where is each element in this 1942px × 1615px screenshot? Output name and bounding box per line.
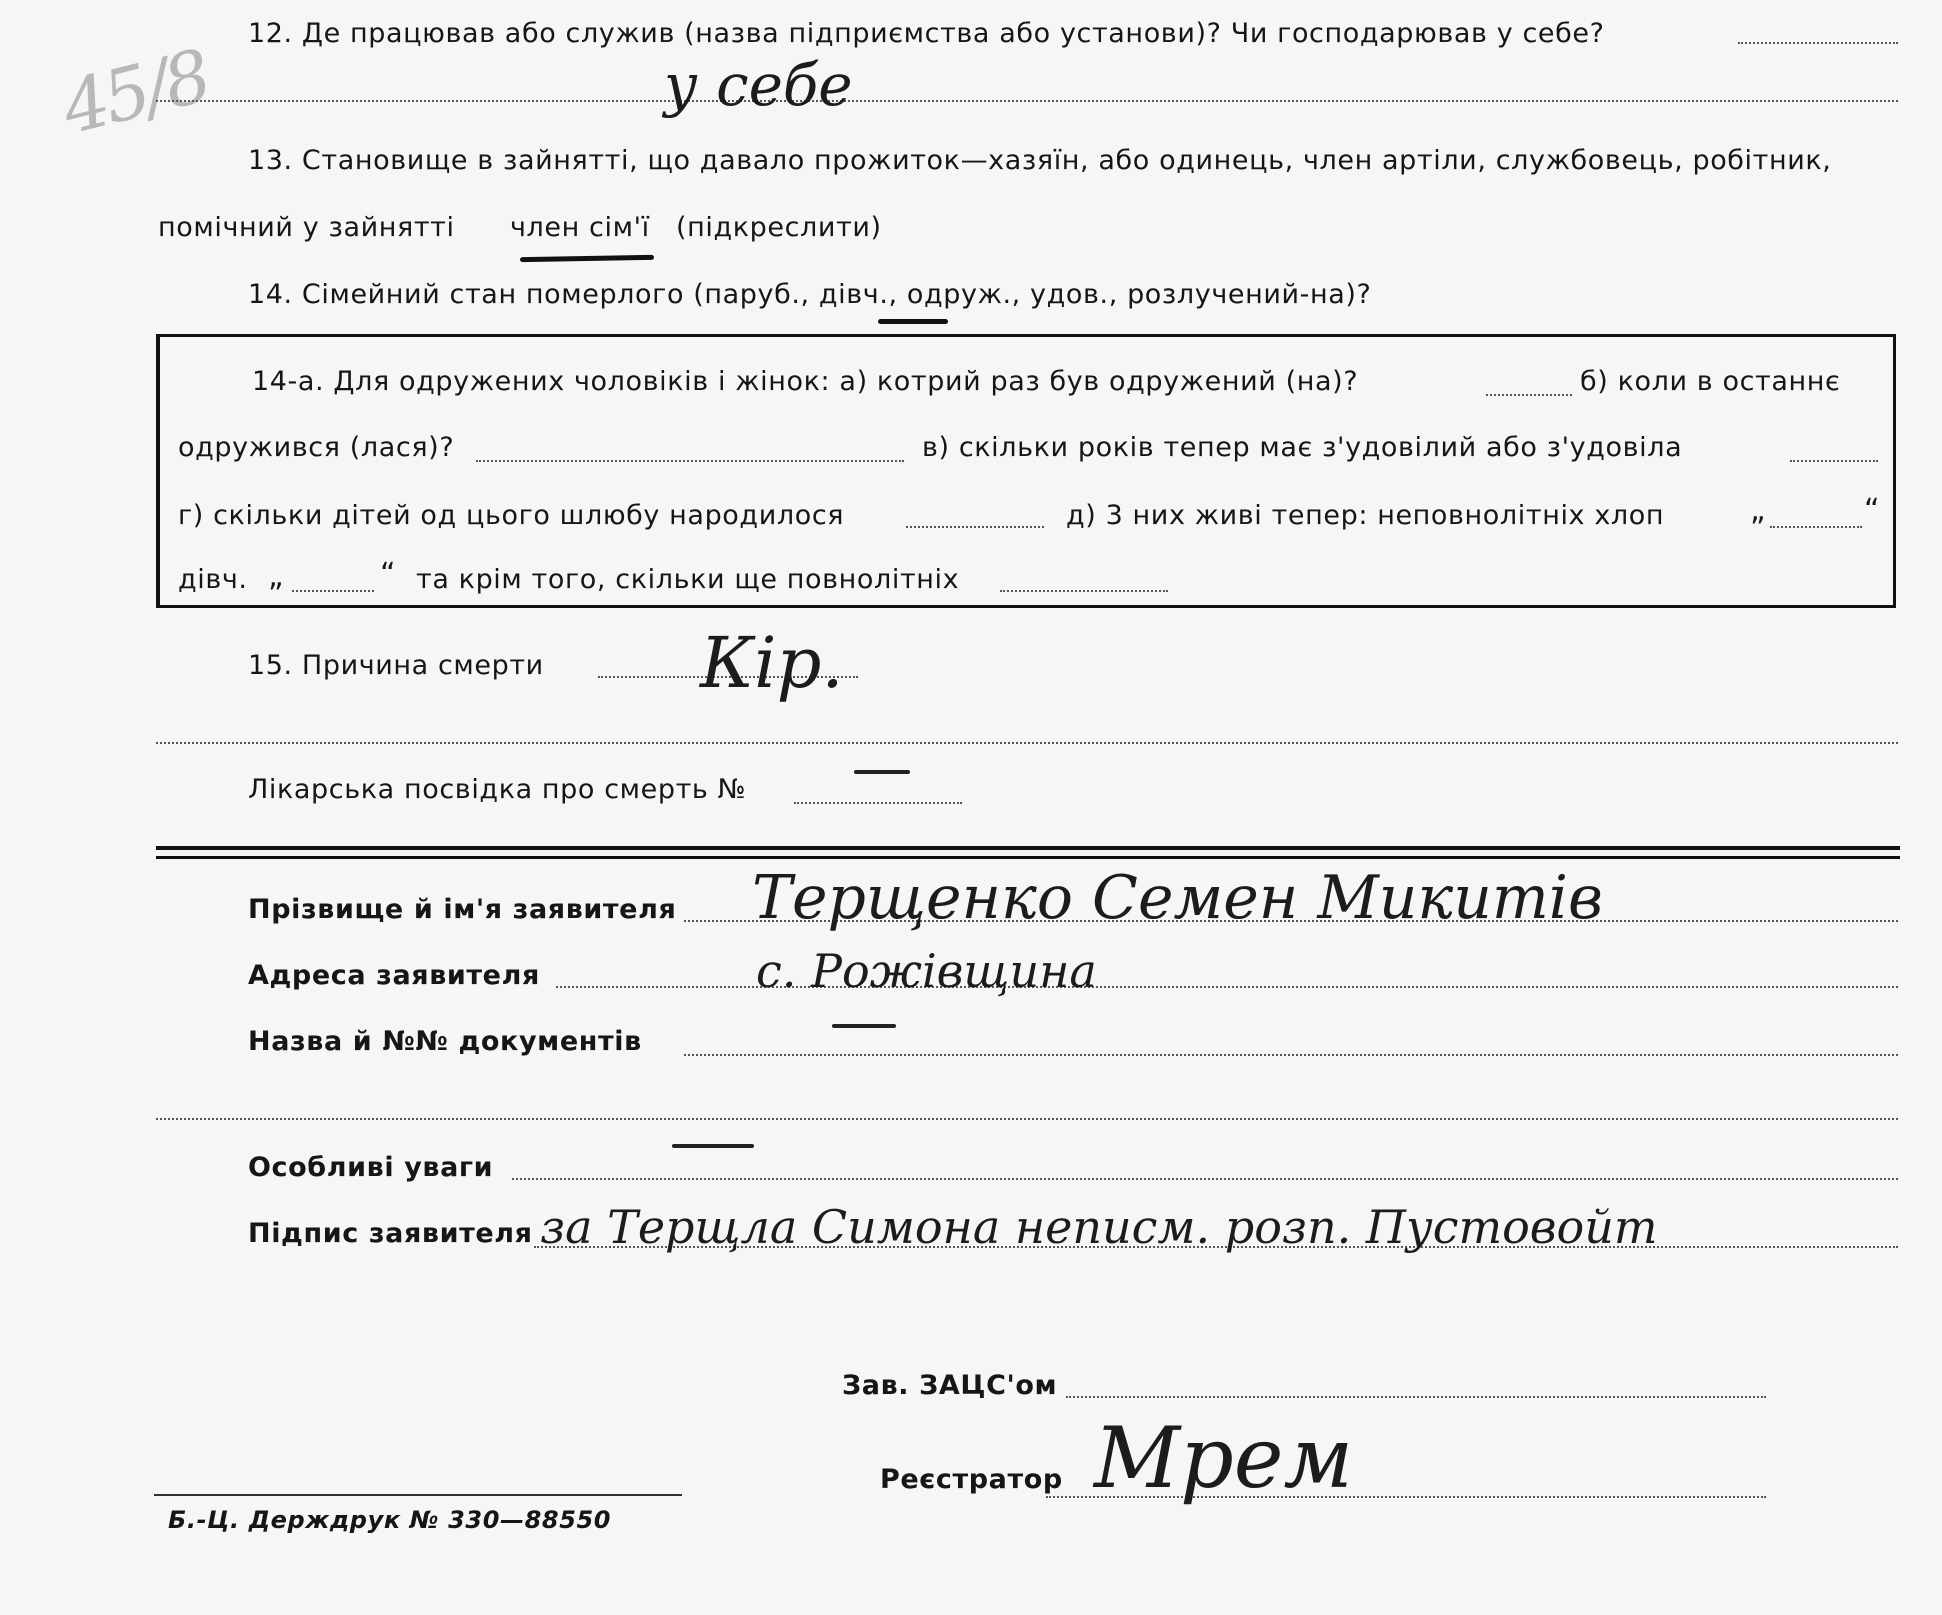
remarks-label: Особливі уваги	[248, 1152, 494, 1183]
head-of-office-label: Зав. ЗАЦС'ом	[842, 1370, 1058, 1401]
q12-answer: у себе	[664, 51, 853, 119]
q14a-dots-g	[1000, 590, 1168, 592]
q14a-dots-b	[476, 460, 904, 462]
signature-value: за Терщла Симона неписм. розп. Пустовойт	[540, 1200, 1658, 1254]
q13-underline-mark	[520, 255, 654, 262]
double-rule-bottom	[156, 856, 1900, 859]
q14-underline-mark	[878, 319, 948, 324]
question-14a-line3a: г) скільки дітей од цього шлюбу народилося	[178, 500, 845, 531]
documents-line	[684, 1054, 1898, 1056]
documents-second-line	[156, 1118, 1898, 1120]
question-14a-line4b: та крім того, скільки ще повнолітніх	[416, 564, 960, 595]
q14a-dots-c	[1790, 460, 1878, 462]
question-13-line2a: помічний у зайнятті	[158, 212, 455, 243]
applicant-address-value: с. Рожівщина	[756, 944, 1097, 998]
q14a-dots-e	[1770, 526, 1862, 528]
question-14a-line3b: д) 3 них живі тепер: неповнолітніх хлоп	[1066, 500, 1665, 531]
question-15: 15. Причина смерти	[248, 650, 544, 681]
documents-label: Назва й №№ документів	[248, 1026, 642, 1057]
printer-imprint: Б.-Ц. Держдрук № 330—88550	[168, 1506, 612, 1534]
medical-dotted-line	[794, 802, 962, 804]
remarks-line	[512, 1178, 1898, 1180]
question-13-line2b: (підкреслити)	[676, 212, 882, 243]
registrar-label: Реєстратор	[880, 1464, 1063, 1495]
medical-certificate-label: Лікарська посвідка про смерть №	[248, 774, 747, 805]
applicant-name-value: Терщенко Семен Микитів	[752, 863, 1603, 933]
double-rule-top	[156, 846, 1900, 850]
question-14a-line4a: дівч.	[178, 564, 248, 595]
applicant-name-label: Прізвище й ім'я заявителя	[248, 894, 677, 925]
head-of-office-line	[1066, 1396, 1766, 1398]
q14a-dots-d	[906, 526, 1044, 528]
medical-dash	[854, 770, 910, 774]
question-13-underlined: член сім'ї	[510, 212, 650, 243]
registrar-signature: Мрем	[1094, 1409, 1354, 1507]
question-14a-line1: 14-а. Для одружених чоловіків і жінок: а) котрий раз був одружений (на)?	[252, 366, 1359, 397]
q14a-dots-a	[1486, 394, 1572, 396]
pencil-margin-note: 45/8	[54, 33, 216, 151]
imprint-rule	[154, 1494, 682, 1496]
q15-second-line	[156, 742, 1898, 744]
question-12: 12. Де працював або служив (назва підприємства або установи)? Чи господарював у себе?	[248, 18, 1605, 49]
q14a-quote-close-1: “	[1864, 493, 1881, 528]
q14a-quote-close-2: “	[380, 557, 397, 592]
q15-answer: Кір.	[700, 622, 844, 704]
question-14: 14. Сімейний стан померлого (паруб., дівч., одруж., удов., розлучений-на)?	[248, 279, 1372, 310]
remarks-dash	[672, 1144, 754, 1148]
q14a-quote-open-1: „	[1750, 493, 1767, 528]
q12-dotted-line	[1738, 42, 1898, 44]
documents-dash	[832, 1024, 896, 1028]
question-14a-line2a: одружився (лася)?	[178, 432, 455, 463]
q14a-quote-open-2: „	[268, 559, 285, 594]
applicant-address-label: Адреса заявителя	[248, 960, 540, 991]
question-14a-line2b: в) скільки років тепер має з'удовілий або з'удовіла	[922, 432, 1683, 463]
question-14a-line1b: б) коли в останнє	[1580, 366, 1841, 397]
q12-answer-line	[156, 100, 1898, 102]
q14a-dots-f	[292, 590, 374, 592]
question-13-line1: 13. Становище в зайнятті, що давало прожиток—хазяїн, або одинець, член артіли, службовець, робітник,	[248, 145, 1832, 176]
signature-label: Підпис заявителя	[248, 1218, 533, 1249]
